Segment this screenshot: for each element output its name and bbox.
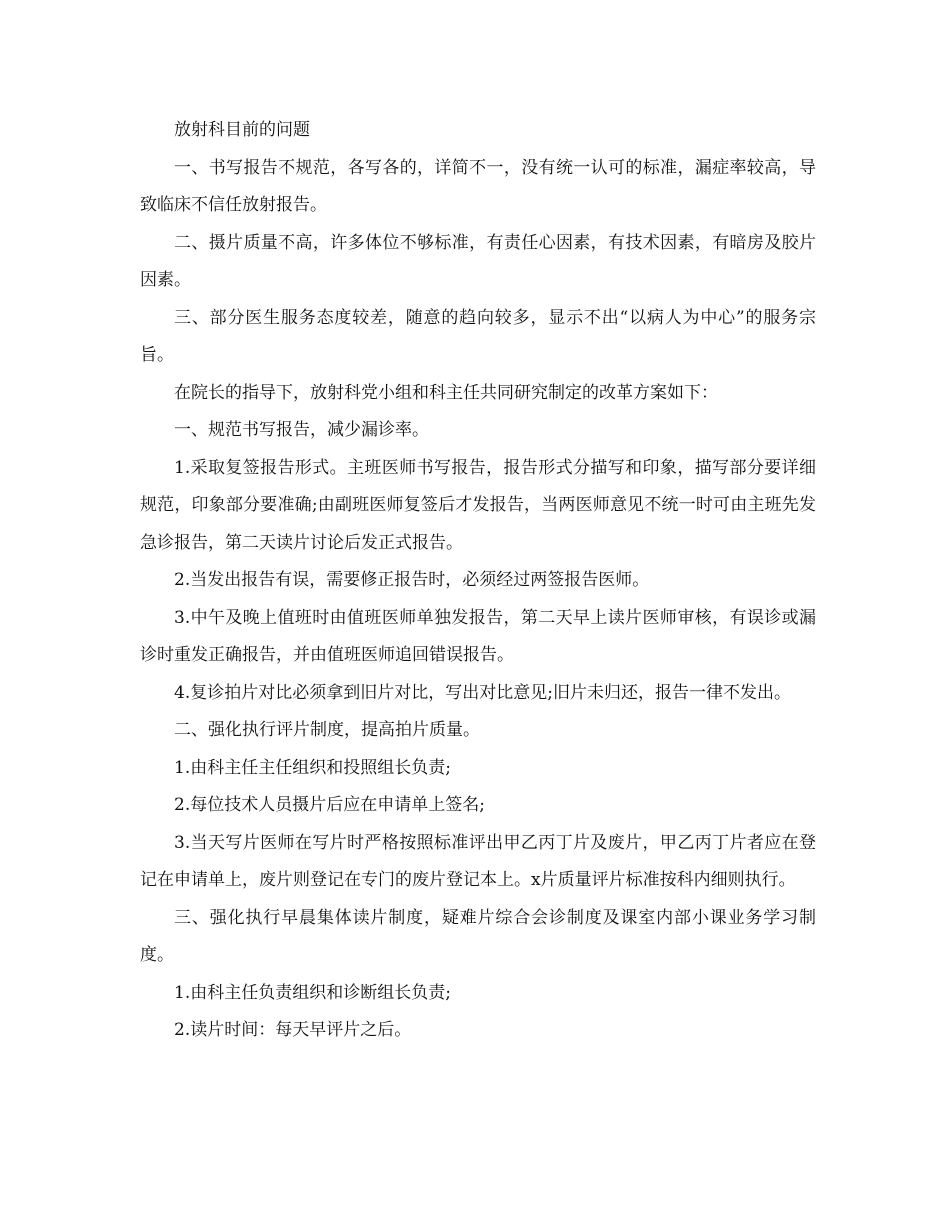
problem-item-3: 三、部分医生服务态度较差，随意的趋向较多，显示不出“以病人为中心”的服务宗旨。 — [140, 307, 816, 365]
plan-1-item-1: 1.采取复签报告形式。主班医师书写报告，报告形式分描写和印象，描写部分要详细规范，印象部分要准确;由副班医师复签后才发报告，当两医师意见不统一时可由主班先发急诊报告，第二天读片讨论后发正式报告。 — [140, 457, 816, 553]
plan-heading-2: 二、强化执行评片制度，提高拍片质量。 — [174, 720, 480, 740]
plan-1-item-2: 2.当发出报告有误，需要修正报告时，必须经过两签报告医师。 — [174, 570, 650, 590]
plan-1-item-4: 4.复诊拍片对比必须拿到旧片对比，写出对比意见;旧片未归还，报告一律不发出。 — [174, 682, 791, 703]
plan-3-item-1: 1.由科主任负责组织和诊断组长负责; — [174, 982, 451, 1003]
plan-3-item-2: 2.读片时间：每天早评片之后。 — [174, 1020, 412, 1040]
plan-intro: 在院长的指导下，放射科党小组和科主任共同研究制定的改革方案如下： — [174, 382, 718, 403]
plan-2-item-1: 1.由科主任主任组织和投照组长负责; — [174, 757, 451, 778]
section-heading: 放射科目前的问题 — [174, 120, 310, 140]
problem-item-2: 二、摄片质量不高，许多体位不够标准，有责任心因素，有技术因素，有暗房及胶片因素。 — [140, 232, 816, 290]
plan-2-item-2: 2.每位技术人员摄片后应在申请单上签名; — [174, 795, 485, 815]
plan-heading-1: 一、规范书写报告，减少漏诊率。 — [174, 420, 429, 440]
document-page — [140, 112, 816, 1050]
problem-item-1: 一、书写报告不规范，各写各的，详简不一，没有统一认可的标准，漏症率较高，导致临床不信任放射报告。 — [140, 157, 816, 215]
plan-heading-3: 三、强化执行早晨集体读片制度，疑难片综合会诊制度及课室内部小课业务学习制度。 — [140, 907, 816, 965]
plan-1-item-3: 3.中午及晚上值班时由值班医师单独发报告，第二天早上读片医师审核，有误诊或漏诊时重发正确报告，并由值班医师追回错误报告。 — [140, 607, 816, 665]
plan-2-item-3: 3.当天写片医师在写片时严格按照标准评出甲乙丙丁片及废片，甲乙丙丁片者应在登记在申请单上，废片则登记在专门的废片登记本上。x片质量评片标准按科内细则执行。 — [140, 832, 816, 890]
